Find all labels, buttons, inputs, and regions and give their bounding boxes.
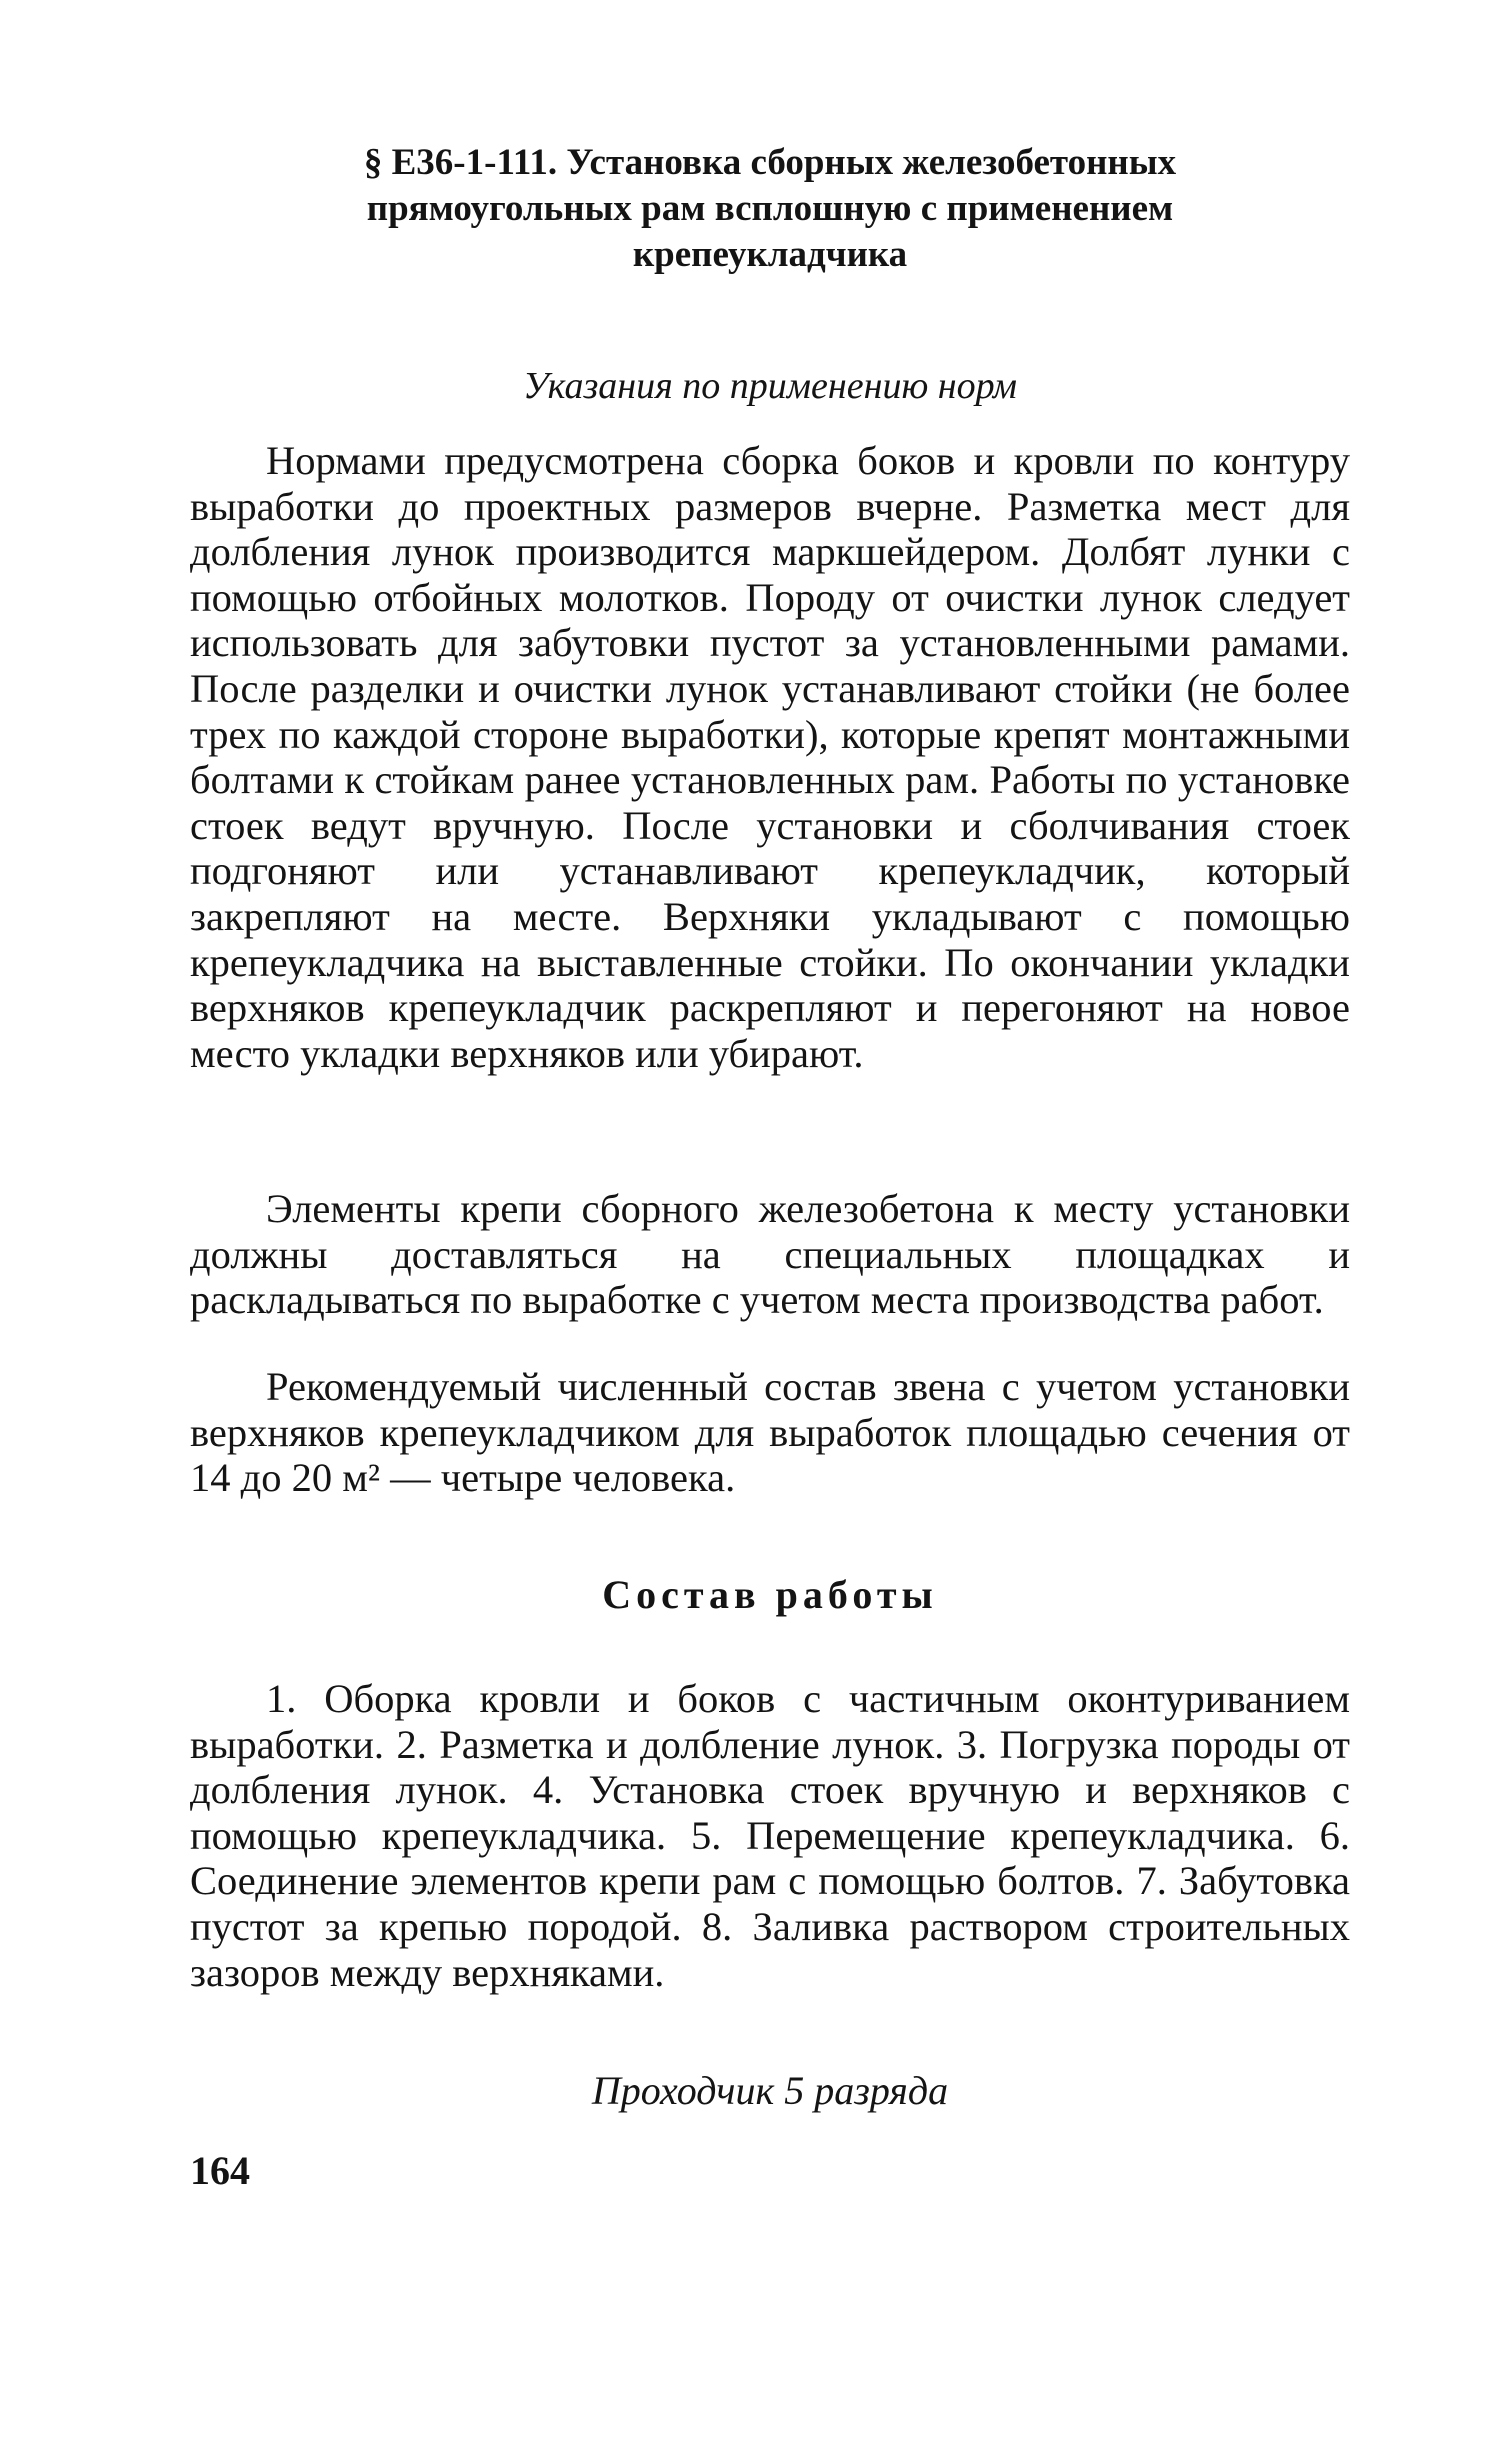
paragraph-text: 1. Оборка кровли и боков с частичным оконтуриванием выработки. 2. Разметка и долбление лунок. 3. Погрузка породы от долбления лунок. 4. Установка стоек вручную и верхняков с помощью крепеукладчика. 5. Перемещение крепеукладчика. 6. Соединение элементов крепи рам с помощью болтов. 7. Забутовка пустот за крепью породой. 8. Заливка раствором строительных зазоров между верхняками.: [190, 1676, 1350, 1995]
paragraph-text: Элементы крепи сборного железобетона к месту установки должны доставляться на специальных площадках и раскладываться по выработке с учетом места производства работ.: [190, 1186, 1350, 1323]
work-composition-text: [190, 1676, 1350, 1995]
paragraph-text: Нормами предусмотрена сборка боков и кровли по контуру выработки до проектных размеров вчерне. Разметка мест для долбления лунок производится маркшейдером. Долбят лунки с помощью отбойных молотков. Породу от очистки лунок следует использовать для забутовки пустот за установленными рамами. После разделки и очистки лунок устанавливают стойки (не более трех по каждой стороне выработки), которые крепят монтажными болтами к стойкам ранее установленных рам. Работы по установке стоек ведут вручную. После установки и сболчивания стоек подгоняют или устанавливают крепеукладчик, который закрепляют на месте. Верхняки укладывают с помощью крепеукладчика на выставленные стойки. По окончании укладки верхняков крепеукладчик раскрепляют и перегоняют на новое место укладки верхняков или убирают.: [190, 438, 1350, 1076]
section-heading-line-3: крепеукладчика: [632, 234, 908, 275]
norms-paragraph-2: [190, 1186, 1350, 1323]
section-heading: [190, 140, 1350, 278]
norms-paragraph-3: [190, 1364, 1350, 1501]
norms-guidance-subheading: Указания по применению норм: [523, 365, 1017, 407]
section-heading-line-1: § Е36-1-111. Установка сборных железобетонных: [363, 142, 1177, 183]
norms-paragraph-1: [190, 438, 1350, 1076]
work-composition-title: Состав работы: [602, 1572, 938, 1617]
page-number: 164: [190, 2148, 250, 2193]
section-heading-line-2: прямоугольных рам всплошную с применением: [366, 188, 1174, 229]
worker-grade: Проходчик 5 разряда: [591, 2068, 949, 2113]
paragraph-text: Рекомендуемый численный состав звена с учетом установки верхняков крепеукладчиком для выработок площадью сечения от 14 до 20 м² — четыре человека.: [190, 1364, 1350, 1501]
